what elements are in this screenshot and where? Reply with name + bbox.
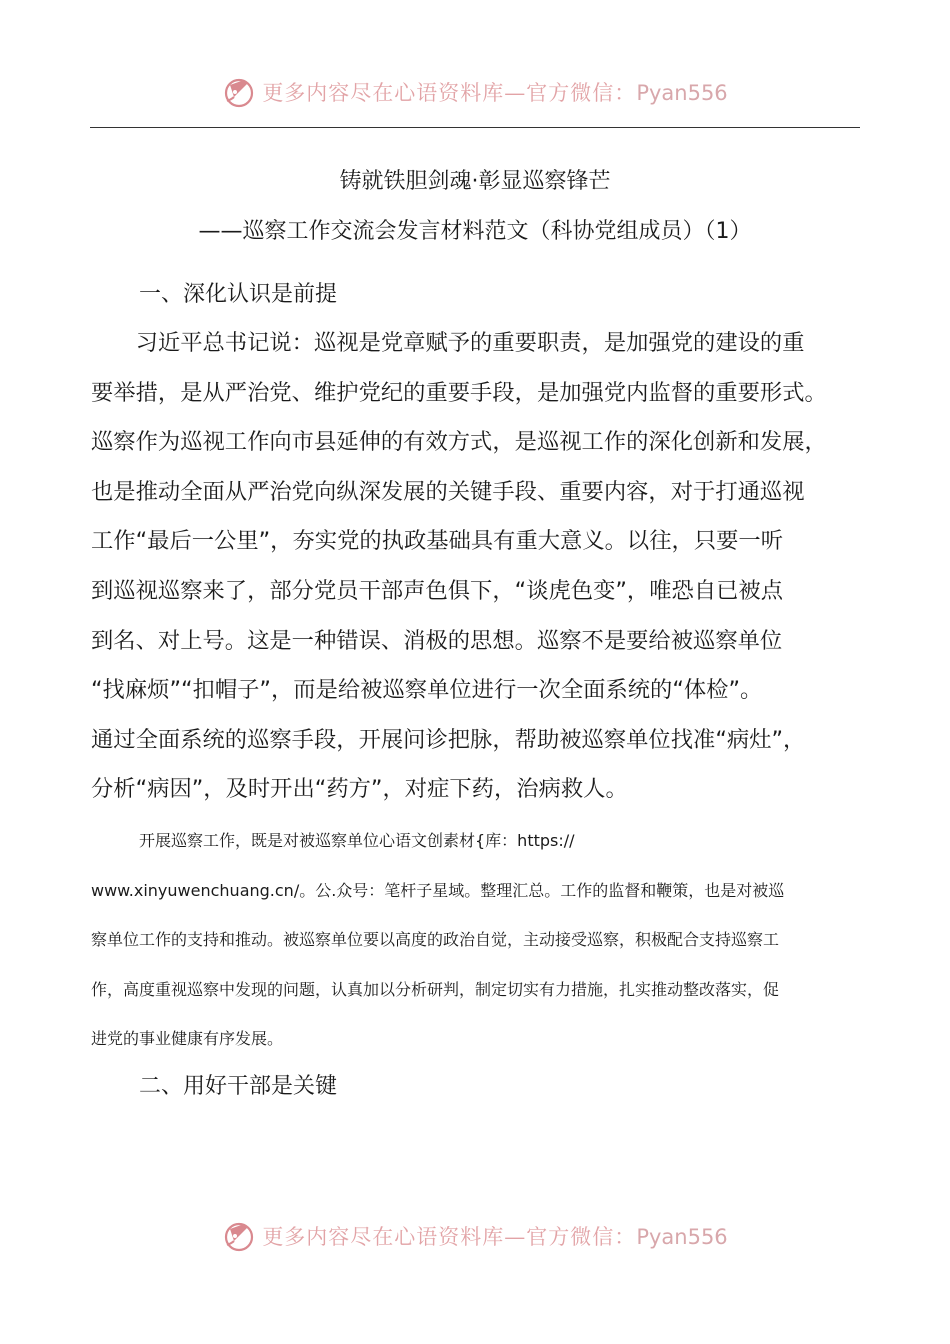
body-line: 到巡视巡察来了，部分党员干部声色俱下，“谈虎色变”，唯恐自已被点 [91, 577, 784, 604]
pen-nib-circle-icon [222, 75, 256, 109]
body-line: 通过全面系统的巡察手段，开展问诊把脉，帮助被巡察单位找准“病灶”， [91, 726, 806, 753]
document-title: 铸就铁胆剑魂·彰显巡察锋芒 [339, 169, 611, 194]
footer-banner-text: 更多内容尽在心语资料库—官方微信：Pyan556 [262, 1225, 728, 1249]
body-line: 也是推动全面从严治党向纵深发展的关键手段、重要内容，对于打通巡视 [91, 478, 805, 505]
header-banner [0, 72, 950, 112]
pen-nib-circle-icon [222, 1219, 256, 1253]
small-line: www.xinyuwenchuang.cn/。公.众号：笔杆子星域。整理汇总。工作的监督和鞭策，也是对被巡 [91, 880, 785, 900]
body-line: 要举措，是从严治党、维护党纪的重要手段，是加强党内监督的重要形式。 [91, 379, 827, 406]
small-line: 察单位工作的支持和推动。被巡察单位要以高度的政治自觉，主动接受巡察，积极配合支持巡察工 [91, 930, 780, 950]
small-line: 进党的事业健康有序发展。 [91, 1029, 284, 1049]
body-line: 到名、对上号。这是一种错误、消极的思想。巡察不是要给被巡察单位 [91, 627, 783, 654]
small-line: 作，高度重视巡察中发现的问题，认真加以分析研判，制定切实有力措施，扎实推动整改落实，促 [91, 979, 780, 999]
header-divider [90, 127, 860, 128]
body-line: 分析“病因”，及时开出“药方”，对症下药，治病救人。 [91, 776, 628, 803]
footer-banner [0, 1216, 950, 1256]
section-heading-1: 一、深化认识是前提 [139, 282, 338, 307]
body-line: “找麻烦”“扣帽子”，而是给被巡察单位进行一次全面系统的“体检”。 [91, 677, 763, 704]
body-line: 习近平总书记说：巡视是党章赋予的重要职责，是加强党的建设的重 [91, 330, 805, 356]
document-subtitle: ——巡察工作交流会发言材料范文（科协党组成员）（1） [198, 219, 752, 244]
body-line: 巡察作为巡视工作向市县延伸的有效方式，是巡视工作的深化创新和发展， [91, 429, 827, 456]
header-wechat-id: Pyan556 [636, 81, 728, 105]
body-line: 工作“最后一公里”，夯实党的执政基础具有重大意义。以往，只要一听 [91, 528, 784, 555]
small-line: 开展巡察工作，既是对被巡察单位心语文创素材{库：https:// [91, 831, 575, 850]
body-paragraph-1 [91, 327, 881, 823]
section-heading-2: 二、用好干部是关键 [139, 1074, 338, 1099]
body-paragraph-2 [91, 828, 881, 1076]
footer-wechat-id: Pyan556 [636, 1225, 728, 1249]
header-banner-text: 更多内容尽在心语资料库—官方微信：Pyan556 [262, 81, 728, 105]
